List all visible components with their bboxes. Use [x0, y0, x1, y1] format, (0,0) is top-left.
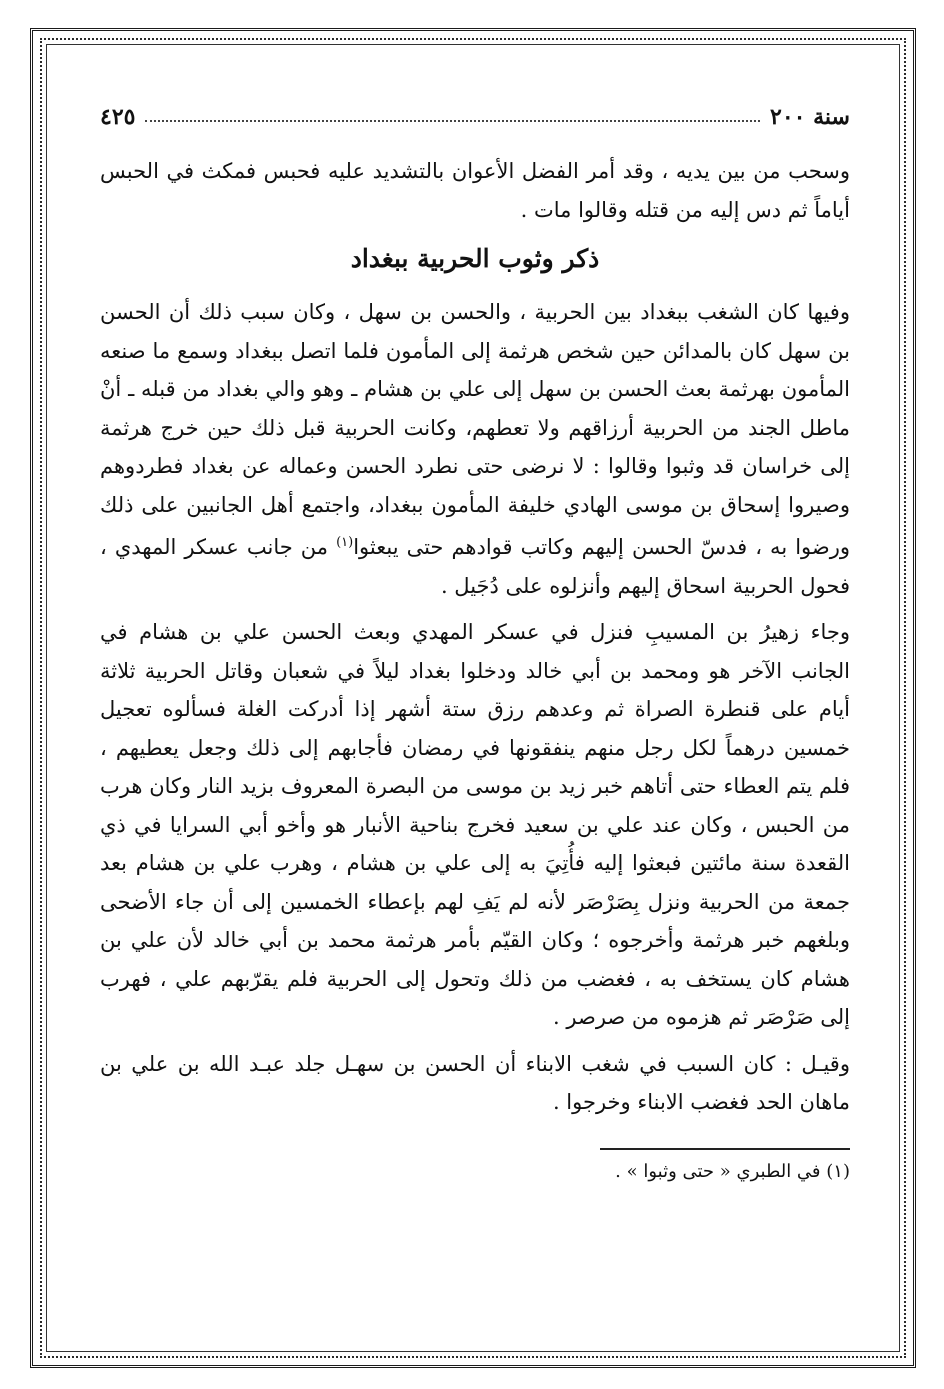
footnote-separator	[600, 1148, 850, 1150]
paragraph-3: وقيـل : كان السبب في شغب الابناء أن الحسن بن سهـل جلد عبـد الله بن علي بن ماهان الحد فغضب الابناء وخرجوا .	[100, 1051, 850, 1114]
footnote-text: (١) في الطبري « حتى وثبوا » .	[615, 1160, 850, 1182]
running-header	[100, 90, 850, 130]
paragraph-intro: وسحب من بين يديه ، وقد أمر الفضل الأعوان بالتشديد عليه فحبس فمكث في الحبس أياماً ثم دس إليه من قتله وقالوا مات .	[100, 159, 850, 222]
footnote-reference[interactable]: (١)	[336, 535, 354, 550]
page-content	[100, 90, 850, 1186]
page-number: ٤٢٥	[100, 104, 136, 130]
header-year: سنة ٢٠٠	[770, 104, 850, 130]
section-heading: ذكر وثوب الحربية ببغداد	[350, 244, 600, 273]
paragraph-1	[100, 293, 850, 605]
paragraph-2: وجاء زهيرُ بن المسيبِ فنزل في عسكر المهدي وبعث الحسن علي بن هشام في الجانب الآخر هو ومحمد بن أبي خالد ودخلوا بغداد ليلاً في شعبان وقاتل الحربية ثلاثة أيام على قنطرة الصراة ثم وعدهم رزق ستة أشهر إذا أدركت الغلة فسألوه تعجيل خمسين درهماً لكل رجل منهم ينفقونها في رمضان فأجابهم إلى ذلك وجعل يعطيهم ، فلم يتم العطاء حتى أتاهم خبر زيد بن موسى من البصرة المعروف بزيد النار وكان هرب من الحبس ، وكان عند علي بن سعيد فخرج بناحية الأنبار هو وأخو أبي السرايا في ذي القعدة سنة مائتين فبعثوا إليه فأُتِيَ به إلى علي بن هشام ، وهرب علي بن هشام بعد جمعة من الحربية ونزل بِصَرْصَر لأنه لم يَفِ لهم بإعطاء الخمسين إلى أن جاء الأضحى وبلغهم خبر هرثمة وأخرجوه ؛ وكان القيّم بأمر هرثمة محمد بن أبي خالد لأن علي بن هشام كان يستخف به ، فغضب من ذلك وتحول إلى الحربية فلم يقرّبهم علي ، فهرب إلى صَرْصَر ثم هزموه من صرصر .	[100, 620, 850, 1029]
paragraph-1-part-b: من جانب عسكر المهدي ، فحول الحربية اسحاق إليهم وأنزلوه على دُجَيل .	[100, 535, 850, 598]
paragraph-1-part-a: وفيها كان الشغب ببغداد بين الحربية ، والحسن بن سهل ، وكان سبب ذلك أن الحسن بن سهل كان بالمدائن حين شخص هرثمة إلى المأمون فلما اتصل ببغداد وسمع ما صنعه المأمون بهرثمة بعث الحسن بن سهل إلى علي بن هشام ـ وهو والي بغداد من قبله ـ أنْ ماطل الجند من الحربية أرزاقهم ولا تعطهم، وكانت الحربية قبل ذلك حين خرج هرثمة إلى خراسان قد وثبوا وقالوا : لا نرضى حتى نطرد الحسن وعماله عن بغداد فطردوهم وصيروا إسحاق بن موسى الهادي خليفة المأمون ببغداد، واجتمع أهل الجانبين على ذلك ورضوا به ، فدسّ الحسن إليهم وكاتب قوادهم حتى يبعثوا	[100, 300, 851, 559]
header-dotted-leader	[145, 119, 760, 122]
